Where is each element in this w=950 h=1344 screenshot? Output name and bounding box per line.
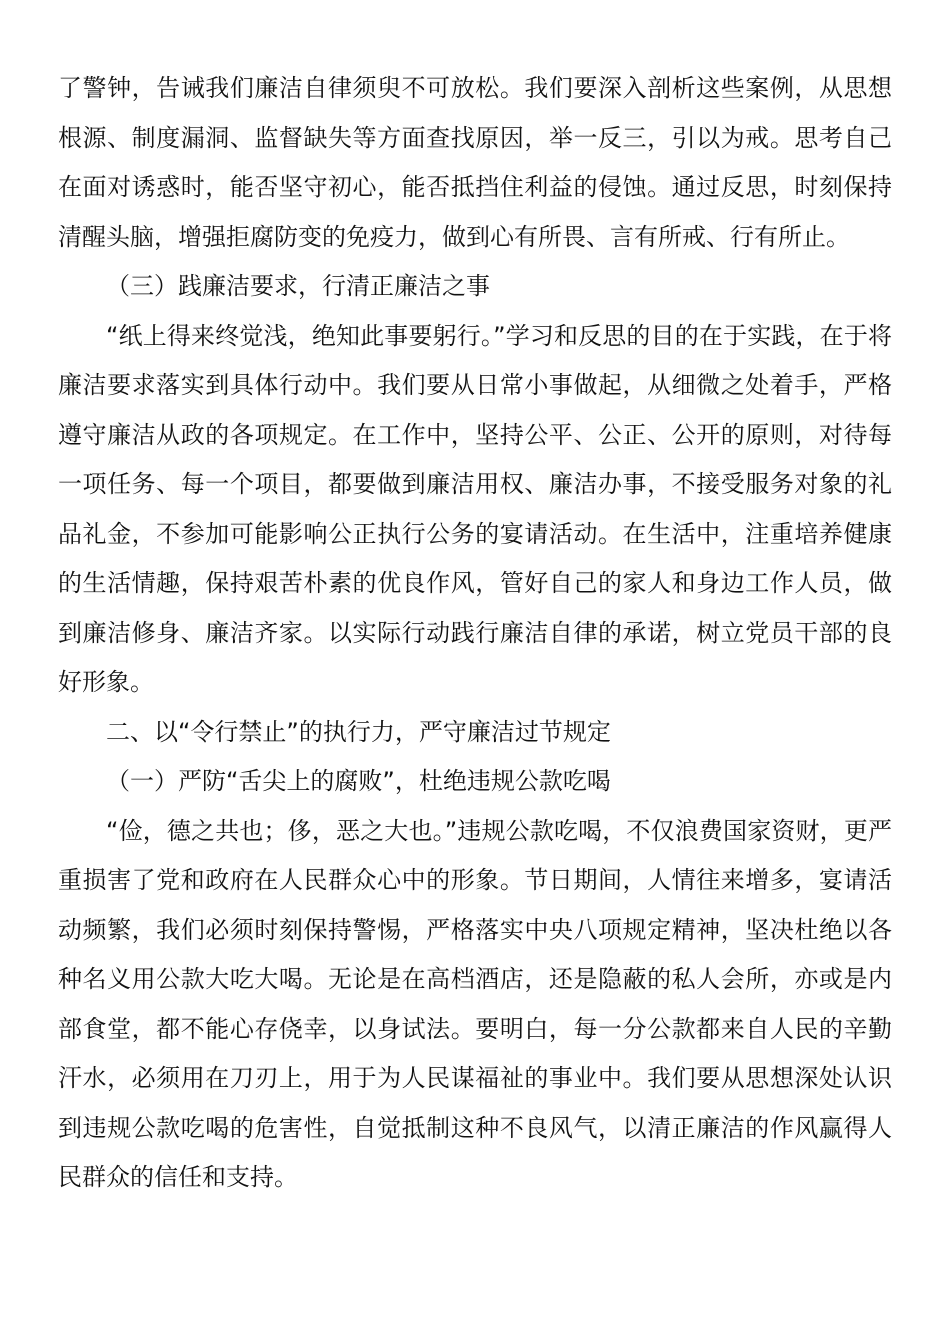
- section-heading-three: （三）践廉洁要求，行清正廉洁之事: [106, 272, 490, 300]
- section-heading-one: （一）严防“舌尖上的腐败”，杜绝违规公款吃喝: [106, 767, 611, 795]
- paragraph-practice: “纸上得来终觉浅，绝知此事要躬行。”学习和反思的目的在于实践，在于将廉洁要求落实到具体行动中。我们要从日常小事做起，从细微之处着手，严格遵守廉洁从政的各项规定。在工作中，坚持公平、公正、公开的原则，对待每一项任务、每一个项目，都要做到廉洁用权、廉洁办事，不接受服务对象的礼品礼金，不参加可能影响公正执行公务的宴请活动。在生活中，注重培养健康的生活情趣，保持艰苦朴素的优良作风，管好自己的家人和身边工作人员，做到廉洁修身、廉洁齐家。以实际行动践行廉洁自律的承诺，树立党员干部的良好形象。: [58, 321, 892, 696]
- paragraph-public-funds: “俭，德之共也；侈，恶之大也。”违规公款吃喝，不仅浪费国家资财，更严重损害了党和政府在人民群众心中的形象。节日期间，人情往来增多，宴请活动频繁，我们必须时刻保持警惕，严格落实中央八项规定精神，坚决杜绝以各种名义用公款大吃大喝。无论是在高档酒店，还是隐蔽的私人会所，亦或是内部食堂，都不能心存侥幸，以身试法。要明白，每一分公款都来自人民的辛勤汗水，必须用在刀刃上，用于为人民谋福祉的事业中。我们要从思想深处认识到违规公款吃喝的危害性，自觉抵制这种不良风气，以清正廉洁的作风赢得人民群众的信任和支持。: [58, 816, 892, 1191]
- document-body: [58, 64, 892, 1203]
- paragraph-continuation: 了警钟，告诫我们廉洁自律须臾不可放松。我们要深入剖析这些案例，从思想根源、制度漏洞、监督缺失等方面查找原因，举一反三，引以为戒。思考自己在面对诱惑时，能否坚守初心，能否抵挡住利益的侵蚀。通过反思，时刻保持清醒头脑，增强拒腐防变的免疫力，做到心有所畏、言有所戒、行有所止。: [58, 74, 892, 251]
- chapter-heading-two: 二、以“令行禁止”的执行力，严守廉洁过节规定: [106, 717, 611, 746]
